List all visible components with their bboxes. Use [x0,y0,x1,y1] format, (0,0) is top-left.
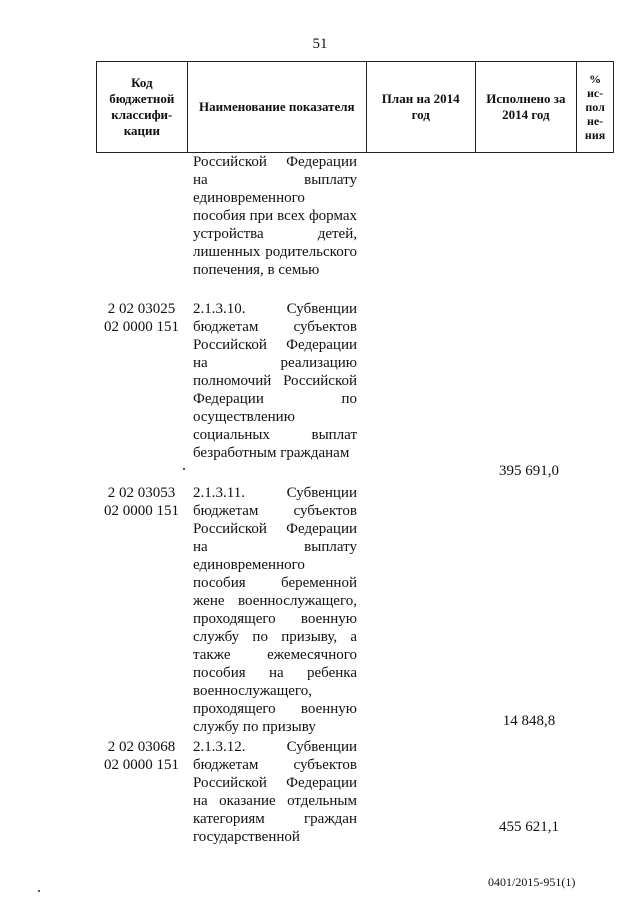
header-plan: План на 2014 год [367,62,476,152]
document-code: 0401/2015-951(1) [488,875,576,889]
header-name: Наименование показателя [188,62,367,152]
scan-mark [183,468,185,470]
table-header [96,61,614,153]
row-name: Российской Федерации на выплату единовременного пособия при всех формах устройства детей, лишенных родительского попечения, в семью [193,154,357,278]
row-executed: 455 621,1 [499,819,559,835]
header-code: Код бюджетной классифи- кации [97,62,188,152]
row-name: 2.1.3.12. Субвенции бюджетам субъектов Российской Федерации на оказание отдельным категориям граждан государственной [193,739,357,845]
row-code: 2 02 03053 02 0000 151 [104,485,179,519]
row-name: 2.1.3.10. Субвенции бюджетам субъектов Российской Федерации на реализацию полномочий Российской Федерации по осуществлению социальных выплат безработным гражданам [193,301,357,461]
row-code: 2 02 03025 02 0000 151 [104,301,179,335]
header-done: Исполнено за 2014 год [476,62,578,152]
page-number: 51 [312,36,328,52]
header-percent: % ис- пол не- ния [584,72,606,142]
row-executed: 14 848,8 [502,713,556,729]
row-executed: 395 691,0 [499,463,559,479]
scan-mark [38,890,40,892]
row-name: 2.1.3.11. Субвенции бюджетам субъектов Российской Федерации на выплату единовременного пособия беременной жене военнослужащего, проходящего военную службу по призыву, а также ежемесячного пособия на ребенка военнослужащего, проходящего военную службу по призыву [193,485,357,735]
row-code: 2 02 03068 02 0000 151 [104,739,179,773]
